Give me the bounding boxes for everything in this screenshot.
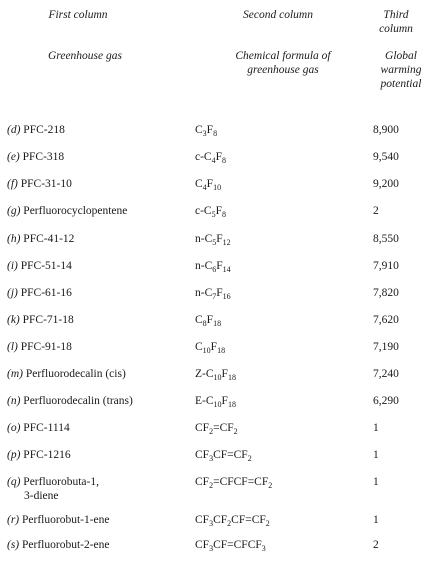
formula-subscript: 10 [213, 183, 222, 192]
formula-subscript: 10 [213, 373, 222, 382]
gas-name: PFC-1114 [23, 422, 70, 434]
gwp-cell: 9,200 [373, 178, 399, 190]
formula-cell [195, 513, 270, 527]
gas-name-line2: 3-diene [24, 490, 59, 502]
formula-subscript: 2 [268, 481, 273, 490]
col3-header [370, 8, 422, 36]
gas-name-cell [7, 367, 187, 381]
col1-subheader [20, 49, 150, 63]
col3-title-line2: column [379, 23, 413, 35]
gas-name: PFC-71-18 [22, 314, 74, 326]
gwp-cell: 6,290 [373, 395, 399, 407]
formula-text: C [195, 314, 203, 326]
gas-name: Perfluorodecalin (trans) [23, 395, 133, 407]
formula-subscript: 18 [217, 346, 226, 355]
col2-header [230, 8, 326, 22]
gwp-cell: 2 [373, 539, 379, 551]
formula-text: F [221, 395, 228, 407]
formula-subscript: 3 [209, 519, 214, 528]
gas-name-cell [7, 259, 187, 273]
formula-text: CF [213, 514, 228, 526]
gwp-cell: 7,620 [373, 314, 399, 326]
formula-cell [195, 367, 236, 381]
gwp-cell: 1 [373, 476, 379, 488]
item-letter: (k) [7, 314, 20, 326]
formula-cell [195, 150, 226, 164]
gas-name: PFC-51-14 [20, 260, 72, 272]
formula-text: F [206, 314, 214, 326]
formula-cell [195, 123, 217, 137]
gas-name-cell [7, 123, 187, 137]
formula-text: F [216, 260, 223, 272]
formula-cell [195, 448, 252, 462]
gwp-cell: 7,910 [373, 260, 399, 272]
col2-title: Second column [243, 9, 313, 21]
gas-name-cell [7, 513, 187, 527]
gwp-cell: 2 [373, 205, 379, 217]
table-row [0, 538, 429, 566]
item-letter: (r) [7, 514, 20, 526]
formula-subscript: 3 [261, 544, 266, 553]
item-letter: (o) [7, 422, 21, 434]
formula-subscript: 6 [212, 265, 217, 274]
formula-text: =CF [213, 422, 234, 434]
col1-header [30, 8, 126, 22]
formula-text: n-C [195, 260, 213, 272]
formula-subscript: 8 [202, 319, 207, 328]
formula-subscript: 5 [212, 238, 217, 247]
formula-subscript: 8 [222, 156, 227, 165]
item-letter: (i) [7, 260, 18, 272]
formula-text: CF [195, 449, 210, 461]
item-letter: (n) [7, 395, 21, 407]
formula-subscript: 10 [202, 346, 211, 355]
gas-name: Perfluorobut-1-ene [22, 514, 110, 526]
table-row [0, 340, 429, 368]
item-letter: (f) [7, 178, 18, 190]
gas-name: PFC-61-16 [20, 287, 72, 299]
gas-name: PFC-318 [22, 151, 65, 163]
col3-subheader [373, 49, 429, 91]
formula-cell [195, 313, 221, 327]
col1-sub: Greenhouse gas [48, 50, 122, 62]
col2-sub-line1: Chemical formula of [235, 50, 331, 62]
gas-name: PFC-91-18 [20, 341, 72, 353]
gas-name-cell [7, 394, 187, 408]
gwp-cell: 7,190 [373, 341, 399, 353]
formula-text: c-C [195, 205, 212, 217]
col1-title: First column [48, 9, 108, 21]
gas-name: Perfluorocyclopentene [23, 205, 128, 217]
formula-text: E-C [195, 395, 214, 407]
formula-text: F [216, 233, 223, 245]
item-letter: (e) [7, 151, 20, 163]
gas-name: Perfluorobut-2-ene [22, 539, 110, 551]
table-row [0, 421, 429, 449]
formula-text: c-C [195, 151, 212, 163]
item-letter: (p) [7, 449, 21, 461]
gwp-cell: 7,240 [373, 368, 399, 380]
gas-name-cell [7, 313, 187, 327]
table-row [0, 313, 429, 341]
gas-name-cell [7, 421, 187, 435]
formula-text: CF [195, 514, 210, 526]
formula-subscript: 12 [222, 238, 231, 247]
gas-name-cell [7, 177, 187, 191]
formula-subscript: 18 [227, 400, 236, 409]
table-row [0, 123, 429, 151]
formula-cell [195, 204, 226, 218]
gas-name-cell [7, 340, 187, 354]
table-row [0, 367, 429, 395]
table-row [0, 177, 429, 205]
col3-title-line1: Third [383, 9, 409, 21]
gas-name-cell [7, 232, 187, 246]
gwp-cell: 1 [373, 449, 379, 461]
formula-text: F [215, 205, 223, 217]
formula-text: CF [195, 422, 210, 434]
formula-text: CF [195, 539, 210, 551]
formula-text: F [215, 151, 223, 163]
gas-name-cell [7, 204, 187, 218]
gwp-cell: 8,900 [373, 124, 399, 136]
formula-cell [195, 394, 236, 408]
formula-subscript: 18 [213, 319, 222, 328]
formula-text: F [206, 178, 214, 190]
formula-cell [195, 259, 231, 273]
gwp-cell: 7,820 [373, 287, 399, 299]
gwp-cell: 1 [373, 422, 379, 434]
formula-subscript: 2 [265, 519, 270, 528]
col2-sub-line2: greenhouse gas [247, 64, 319, 76]
col2-subheader [218, 49, 348, 77]
col3-sub-line1: Global [385, 50, 417, 62]
table-row [0, 286, 429, 314]
formula-text: n-C [195, 233, 213, 245]
gas-name: PFC-41-12 [23, 233, 75, 245]
table-row [0, 259, 429, 287]
item-letter: (g) [7, 205, 21, 217]
formula-subscript: 4 [211, 156, 216, 165]
gas-name: Perfluorobuta-1, [23, 476, 99, 488]
formula-subscript: 3 [202, 129, 207, 138]
formula-text: CF=CFCF [213, 539, 262, 551]
gwp-cell: 8,550 [373, 233, 399, 245]
gwp-cell: 9,540 [373, 151, 399, 163]
formula-subscript: 2 [227, 519, 232, 528]
item-letter: (j) [7, 287, 18, 299]
table-row [0, 394, 429, 422]
gas-name: PFC-1216 [23, 449, 71, 461]
table-row [0, 448, 429, 476]
formula-text: C [195, 178, 203, 190]
item-letter: (q) [7, 476, 21, 488]
formula-subscript: 2 [209, 427, 214, 436]
table-row [0, 204, 429, 232]
gas-name: Perfluorodecalin (cis) [25, 368, 126, 380]
gas-name-cell [7, 150, 187, 164]
formula-subscript: 16 [222, 292, 231, 301]
formula-cell [195, 286, 231, 300]
formula-text: F [216, 287, 223, 299]
formula-text: C [195, 341, 203, 353]
formula-subscript: 14 [222, 265, 231, 274]
formula-subscript: 8 [222, 210, 227, 219]
formula-text: C [195, 124, 203, 136]
formula-text: F [221, 368, 228, 380]
table-row [0, 513, 429, 541]
formula-cell [195, 232, 231, 246]
formula-text: CF=CF [231, 514, 266, 526]
formula-subscript: 10 [213, 400, 222, 409]
formula-subscript: 2 [233, 427, 238, 436]
formula-text: n-C [195, 287, 213, 299]
formula-text: =CFCF=CF [213, 476, 269, 488]
formula-cell [195, 538, 266, 552]
item-letter: (d) [7, 124, 21, 136]
table-row [0, 150, 429, 178]
item-letter: (s) [7, 539, 20, 551]
formula-cell [195, 177, 221, 191]
gas-name: PFC-218 [23, 124, 65, 136]
formula-text: F [210, 341, 218, 353]
formula-subscript: 4 [202, 183, 207, 192]
table-row [0, 232, 429, 260]
formula-subscript: 5 [211, 210, 216, 219]
formula-text: CF [195, 476, 210, 488]
formula-subscript: 3 [209, 544, 214, 553]
formula-cell [195, 475, 272, 489]
formula-subscript: 3 [209, 454, 214, 463]
item-letter: (m) [7, 368, 23, 380]
gwp-cell: 1 [373, 514, 379, 526]
item-letter: (l) [7, 341, 18, 353]
gas-name-cell [7, 538, 187, 552]
gas-name-cell [7, 448, 187, 462]
table-row [0, 475, 429, 503]
formula-cell [195, 340, 225, 354]
formula-subscript: 2 [209, 481, 214, 490]
gas-name-cell [7, 286, 187, 300]
gas-name-cell [7, 475, 187, 503]
item-letter: (h) [7, 233, 21, 245]
formula-text: CF=CF [213, 449, 248, 461]
formula-cell [195, 421, 238, 435]
formula-subscript: 2 [247, 454, 252, 463]
formula-subscript: 8 [213, 129, 218, 138]
formula-text: F [206, 124, 214, 136]
formula-subscript: 18 [227, 373, 236, 382]
formula-text: Z-C [195, 368, 214, 380]
gas-name: PFC-31-10 [20, 178, 72, 190]
col3-sub-line2: warming [380, 64, 422, 76]
formula-subscript: 7 [212, 292, 217, 301]
col3-sub-line3: potential [380, 78, 422, 90]
